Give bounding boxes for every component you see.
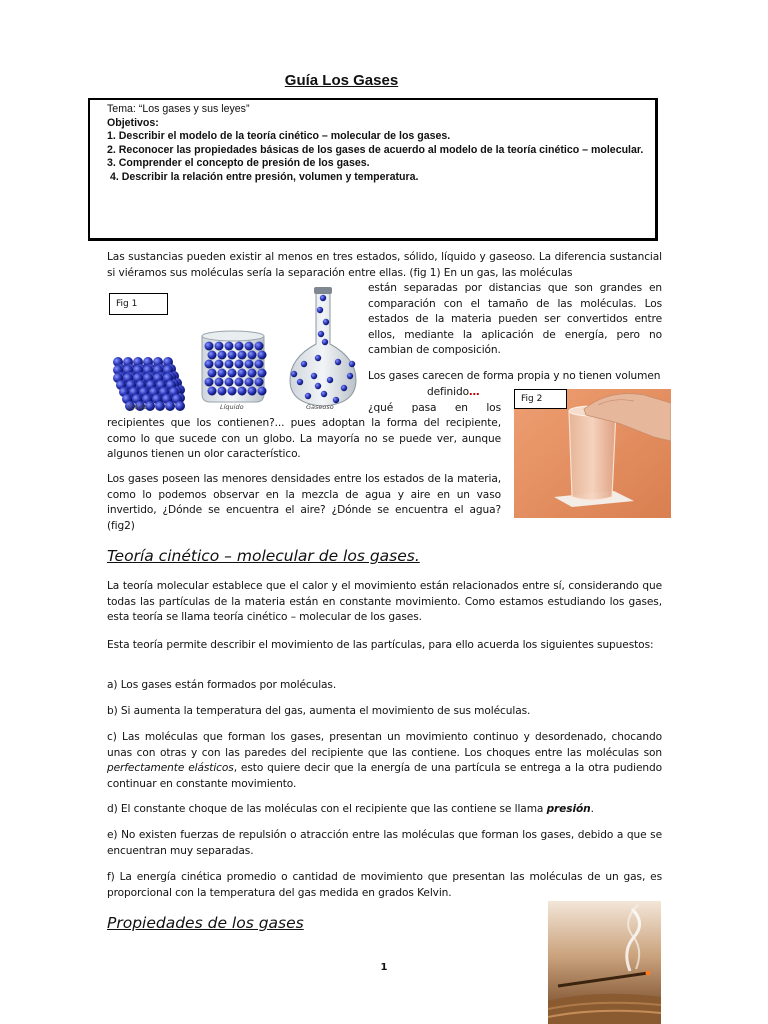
fig1-label: Fig 1 (109, 293, 168, 315)
objectives-tema: Tema: “Los gases y sus leyes” (107, 103, 250, 115)
molecule (155, 401, 165, 411)
molecule (175, 401, 185, 411)
molecule (225, 360, 234, 369)
molecule (238, 369, 247, 378)
assumption-c-text-1: c) Las moléculas que forman los gases, presentan un movimiento continuo y desordenado, chocando unas con otras y con las paredes del recipiente que las contiene. Los choques entre las moléculas son (107, 731, 662, 759)
molecule (205, 378, 214, 387)
section-heading-kinetic-theory: Teoría cinético – molecular de los gases. (107, 547, 420, 565)
molecule (317, 307, 323, 313)
molecule (248, 369, 257, 378)
molecule (297, 379, 303, 385)
molecule (208, 369, 217, 378)
molecule (320, 295, 326, 301)
molecule (205, 342, 214, 351)
page-title: Guía Los Gases (284, 72, 399, 89)
paragraph-kinetic-assumptions: Esta teoría permite describir el movimiento de las partículas, para ello acuerda los siguientes supuestos: (107, 639, 654, 651)
assumption-c (107, 730, 662, 792)
molecule (208, 351, 217, 360)
molecule (349, 361, 355, 367)
molecule (255, 360, 264, 369)
molecule (165, 401, 175, 411)
molecule (322, 339, 328, 345)
paragraph-kinetic-intro: La teoría molecular establece que el calor y el movimiento están relacionados entre sí, considerando que todas las partículas de la materia están en constante movimiento. Como estamos estudiando los gases, esta teoría se llama teoría cinético – molecular de los gases. (107, 580, 662, 624)
molecule (347, 373, 353, 379)
molecule (218, 387, 227, 396)
molecule (235, 360, 244, 369)
molecule (215, 378, 224, 387)
molecule (315, 355, 321, 361)
gas-shape-part-b: definido (427, 386, 469, 398)
assumption-d-text-2: . (590, 803, 594, 815)
molecule (215, 342, 224, 351)
assumption-c-text-2: , esto quiere decir que la energía de una partícula se entrega a la otra pudiendo continuar en constante movimiento. (107, 762, 662, 790)
objective-item-4: 4. Describir la relación entre presión, volumen y temperatura. (107, 170, 419, 183)
molecule (301, 361, 307, 367)
molecule (258, 387, 267, 396)
molecule (228, 369, 237, 378)
molecule (245, 360, 254, 369)
molecule (341, 385, 347, 391)
molecule (208, 387, 217, 396)
fig1-caption-liquid: Líquido (220, 403, 244, 411)
section-heading-gas-properties: Propiedades de los gases (107, 914, 304, 932)
assumption-d (107, 802, 662, 818)
assumption-c-emphasis: perfectamente elásticos (107, 762, 234, 775)
molecule (225, 378, 234, 387)
molecule (245, 378, 254, 387)
molecule (238, 351, 247, 360)
page-number: 1 (380, 962, 388, 973)
molecule (218, 351, 227, 360)
objective-item-3: 3. Comprender el concepto de presión de los gases. (107, 157, 370, 169)
molecule (248, 387, 257, 396)
molecule (258, 351, 267, 360)
assumption-d-emphasis: presión (546, 803, 591, 815)
paragraph-states-intro: Las sustancias pueden existir al menos en tres estados, sólido, líquido y gaseoso. La diferencia sustancial si viéramos sus moléculas sería la separación entre ellas. (fig 1) En un gas, las moléculas (107, 251, 662, 279)
molecule (228, 351, 237, 360)
objective-item-1: 1. Describir el modelo de la teoría cinético – molecular de los gases. (107, 130, 451, 142)
molecule (318, 331, 324, 337)
paragraph-gas-shape-right (368, 369, 662, 385)
molecule (255, 378, 264, 387)
molecule (238, 387, 247, 396)
molecule (235, 342, 244, 351)
paragraph-gas-shape-defined (427, 385, 507, 401)
molecule (311, 373, 317, 379)
molecule (291, 371, 297, 377)
paragraph-gas-shape-left: recipientes que los contienen?... pues adoptan la forma del recipiente, como lo que sucede con un globo. La mayoría no se puede ver, aunque algunos tienen un olor característico. (107, 417, 501, 461)
fig1-caption-solid: Sólido (127, 403, 147, 411)
molecule (327, 377, 333, 383)
molecule (215, 360, 224, 369)
gas-shape-ellipsis: … (468, 386, 480, 398)
fig2-label: Fig 2 (514, 389, 567, 409)
gas-shape-part-a: Los gases carecen de forma propia y no tienen volumen (368, 370, 661, 382)
paragraph-gas-shape-question: ¿qué pasa en los (368, 402, 501, 414)
molecule (335, 359, 341, 365)
molecule (218, 369, 227, 378)
objective-item-2: 2. Reconocer las propiedades básicas de los gases de acuerdo al modelo de la teoría cinético – molecular. (107, 143, 644, 156)
objectives-text (107, 103, 667, 184)
molecule (228, 387, 237, 396)
molecule (315, 383, 321, 389)
molecule (205, 360, 214, 369)
molecule (245, 342, 254, 351)
molecule (323, 319, 329, 325)
molecule (235, 378, 244, 387)
assumption-e: e) No existen fuerzas de repulsión o atracción entre las moléculas que forman los gases, debido a que se encuentran muy separadas. (107, 829, 662, 857)
assumption-a: a) Los gases están formados por moléculas. (107, 679, 337, 691)
assumption-f: f) La energía cinética promedio o cantidad de movimiento que presentan las moléculas de un gas, es proporcional con la temperatura del gas medida en grados Kelvin. (107, 871, 662, 899)
paragraph-densities: Los gases poseen las menores densidades entre los estados de la materia, como lo podemos observar en la mezcla de agua y aire en un vaso invertido, ¿Dónde se encuentra el aire? ¿Dónde se encuentra el agua? (fig2) (107, 473, 501, 532)
molecule (321, 391, 327, 397)
paragraph-states-right: están separadas por distancias que son grandes en comparación con el tamaño de las moléculas. Los estados de la materia pueden ser convertidos entre ellos, mediante la aplicación de energía, pero no cambian de composición. (368, 282, 662, 357)
molecule (258, 369, 267, 378)
molecule (225, 342, 234, 351)
fig1-caption-gas: Gaseoso (306, 403, 334, 411)
assumption-d-text-1: d) El constante choque de las moléculas con el recipiente que las contiene se llama (107, 803, 547, 815)
objectives-heading: Objetivos: (107, 116, 159, 129)
molecule (305, 393, 311, 399)
molecule (248, 351, 257, 360)
assumption-b: b) Si aumenta la temperatura del gas, aumenta el movimiento de sus moléculas. (107, 705, 531, 717)
molecule (255, 342, 264, 351)
